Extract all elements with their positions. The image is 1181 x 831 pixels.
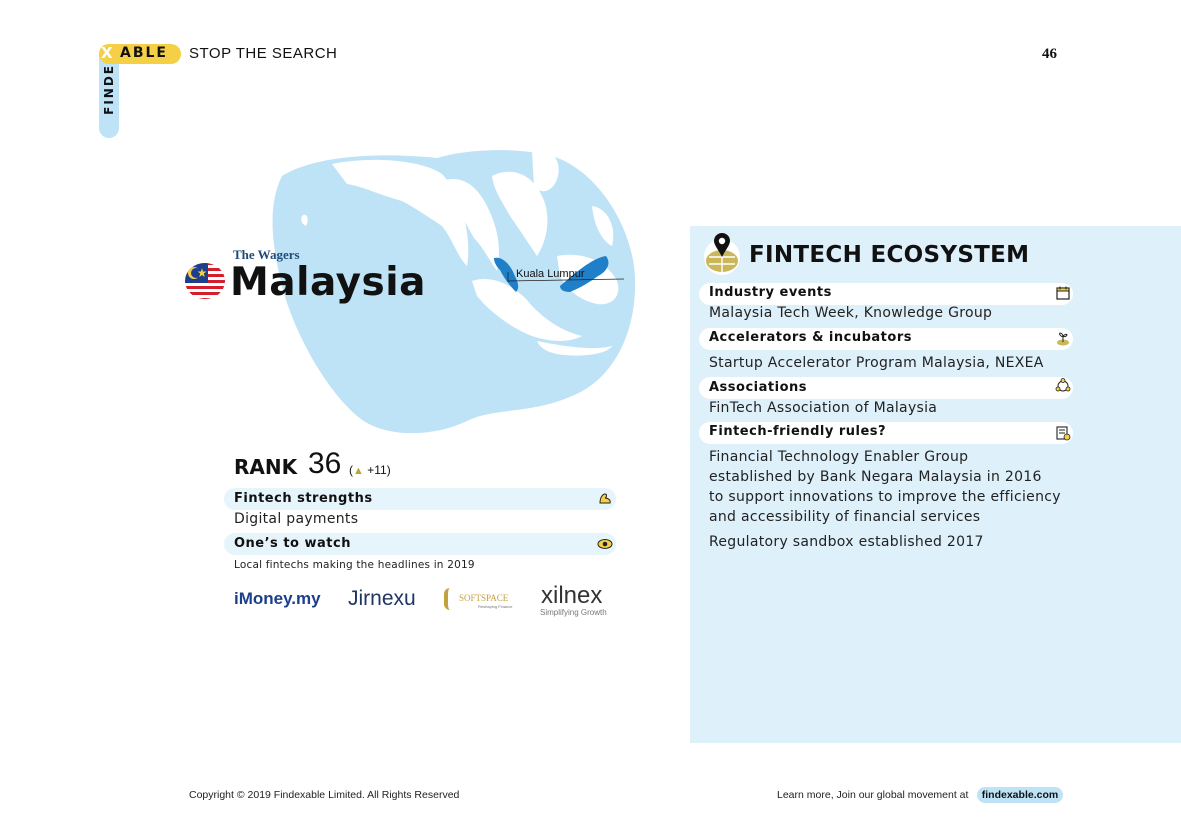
website-link[interactable]: findexable.com (977, 787, 1063, 803)
document-icon (1055, 425, 1071, 441)
rules-label: Fintech-friendly rules? (709, 424, 887, 439)
page-number: 46 (1042, 46, 1057, 62)
company-logo-softspace-tag: Reshaping Finance (478, 604, 513, 609)
rank-value: 36 (308, 447, 342, 480)
bicep-icon (597, 491, 613, 507)
associations-label: Associations (709, 380, 807, 395)
malaysia-flag-icon (184, 262, 226, 300)
sprout-icon (1055, 330, 1071, 346)
company-logo-xilnex-tag: Simplifying Growth (540, 608, 607, 617)
eye-icon (597, 536, 613, 552)
logo-x: X (101, 44, 113, 62)
rank-label: RANK (234, 455, 298, 479)
rules-value-line-2: established by Bank Negara Malaysia in 2016 (709, 469, 1042, 485)
company-logo-jirnexu: Jirnexu (348, 587, 416, 610)
rules-value-extra: Regulatory sandbox established 2017 (709, 534, 984, 550)
rules-value-line-1: Financial Technology Enabler Group (709, 449, 969, 465)
calendar-icon (1055, 285, 1071, 301)
associations-value: FinTech Association of Malaysia (709, 400, 938, 416)
rules-value-line-4: and accessibility of financial services (709, 509, 981, 525)
company-logo-xilnex: xilnex (541, 582, 603, 609)
rank-change: (▲ +11) (349, 463, 391, 477)
company-logo-imoney: iMoney.my (234, 589, 321, 608)
country-name: Malaysia (230, 260, 426, 305)
tagline: STOP THE SEARCH (189, 45, 338, 62)
strengths-value: Digital payments (234, 511, 359, 527)
industry-events-value: Malaysia Tech Week, Knowledge Group (709, 305, 993, 321)
logo-able: ABLE (120, 45, 168, 61)
learn-more-text: Learn more, Join our global movement at (777, 789, 969, 801)
ecosystem-title: FINTECH ECOSYSTEM (749, 242, 1030, 268)
company-logo-softspace: SOFTSPACE (459, 593, 509, 603)
copyright: Copyright © 2019 Findexable Limited. All Rights Reserved (189, 789, 460, 801)
capital-label: Kuala Lumpur (516, 268, 585, 280)
country-subtitle: The Wagers (233, 247, 300, 262)
logo-finde: FINDE (102, 64, 116, 115)
watch-caption: Local fintechs making the headlines in 2019 (234, 559, 475, 571)
industry-events-label: Industry events (709, 285, 832, 300)
accelerators-label: Accelerators & incubators (709, 330, 912, 345)
network-icon (1055, 378, 1071, 394)
accelerators-value: Startup Accelerator Program Malaysia, NEXEA (709, 355, 1044, 371)
watch-label: One’s to watch (234, 536, 351, 551)
rules-value-line-3: to support innovations to improve the efficiency (709, 489, 1061, 505)
up-triangle-icon: ▲ (353, 465, 364, 477)
strengths-label: Fintech strengths (234, 491, 373, 506)
location-pin-icon (701, 233, 743, 275)
